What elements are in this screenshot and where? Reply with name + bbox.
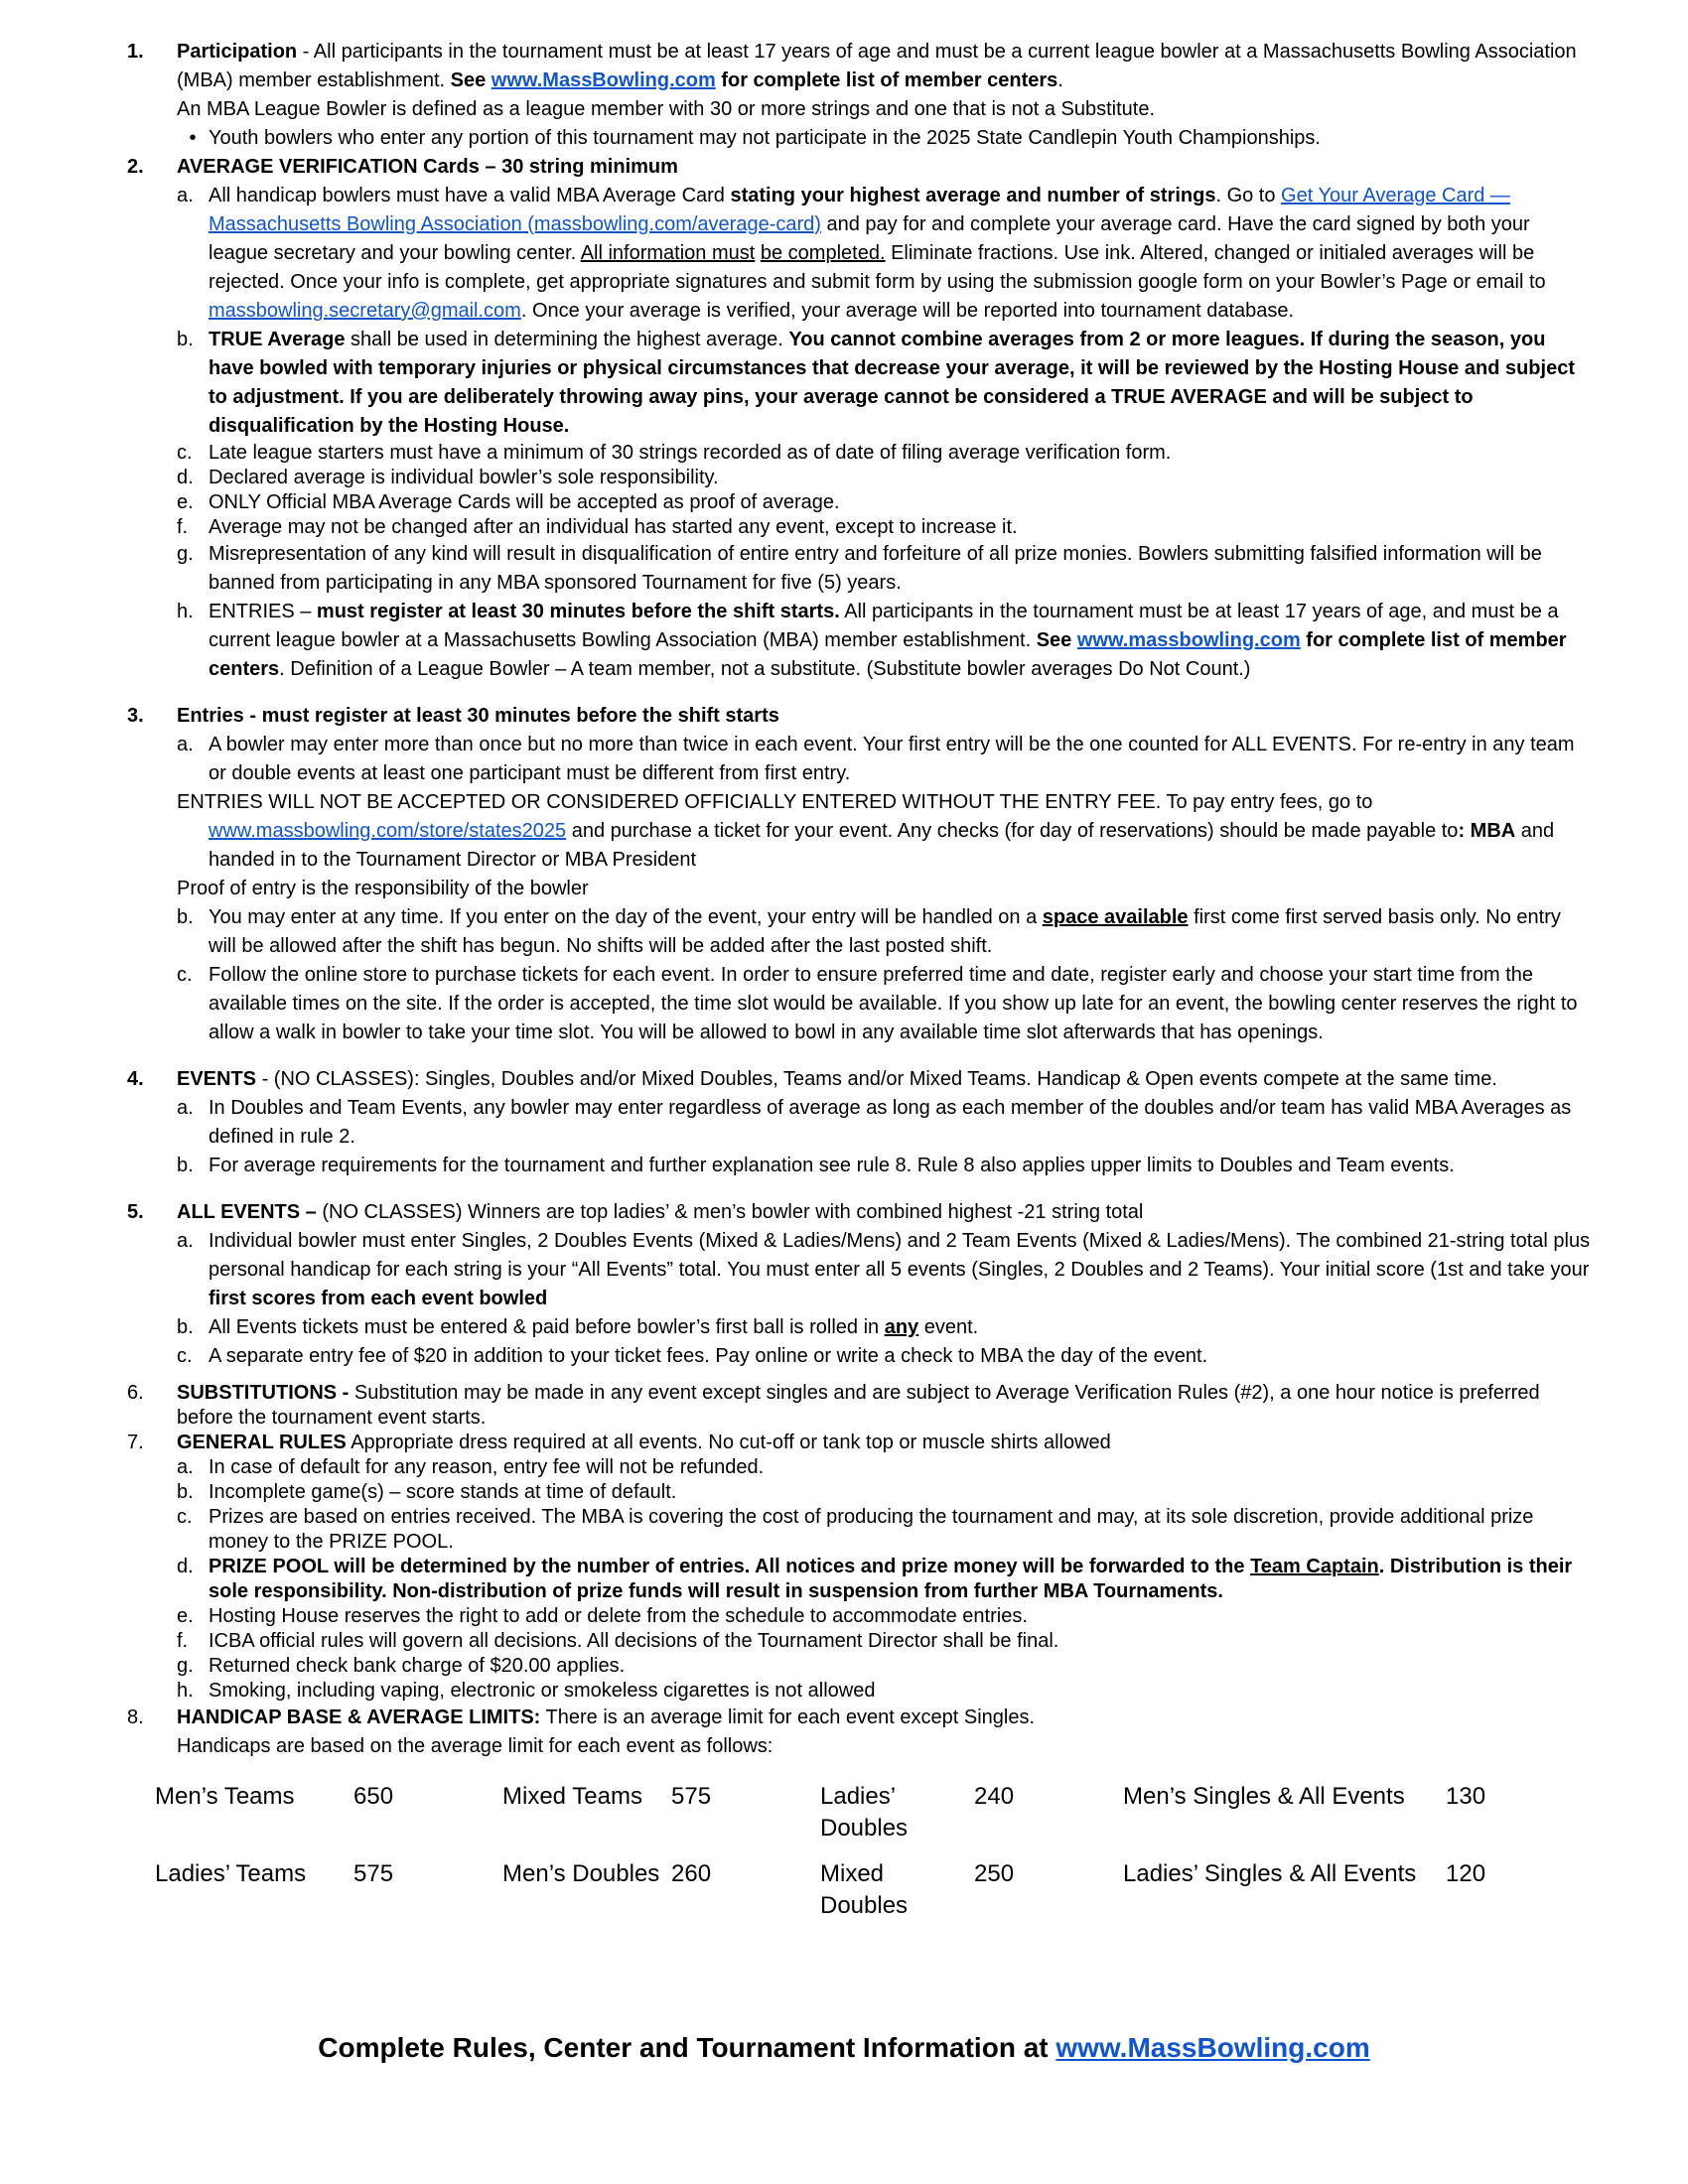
rule-7c: c. Prizes are based on entries received. The MBA is covering the cost of producing the tournament and may, at its sole discretion, provide additional prize money to the PRIZE POOL. bbox=[177, 1506, 1534, 1553]
rule-7f: f. ICBA official rules will govern all decisions. All decisions of the Tournament Director shall be final. bbox=[177, 1630, 1059, 1652]
limit-label: Ladies’ Teams bbox=[155, 1860, 307, 1887]
rule-number: 7. bbox=[127, 1432, 144, 1453]
rule-8: 8. HANDICAP BASE & AVERAGE LIMITS: There is an average limit for each event except Singles. Handicaps are based on the average limit for each event as follows: bbox=[127, 1704, 1593, 1761]
limit-value: 650 bbox=[353, 1783, 394, 1810]
limit-label: Men’s Teams bbox=[155, 1783, 295, 1810]
rules-document bbox=[127, 38, 1593, 1922]
rule-2c: c. Late league starters must have a minimum of 30 strings recorded as of date of filing average verification form. bbox=[177, 442, 1172, 464]
rule-number: 1. bbox=[127, 41, 144, 63]
rule-2 bbox=[127, 153, 1593, 684]
league-bowler-definition: An MBA League Bowler is defined as a league member with 30 or more strings and one that is not a Substitute. bbox=[177, 98, 1156, 120]
rule-title: Participation bbox=[177, 41, 298, 63]
rule-title: Entries - must register at least 30 minutes before the shift starts bbox=[177, 705, 779, 727]
rule-2g: g. Misrepresentation of any kind will result in disqualification of entire entry and forfeiture of all prize monies. Bowlers submitting falsified information will be banned from participating in any MBA sponsored Tournament for five (5) years. bbox=[177, 543, 1542, 594]
rule-number: 6. bbox=[127, 1382, 144, 1404]
rule-number: 2. bbox=[127, 156, 144, 178]
rule-2a: a. All handicap bowlers must have a valid MBA Average Card stating your highest average and number of strings. Go to Get Your Average Card — Massachusetts Bowling Association (massbowling.com/average-card) and pay for and complete your average card. Have the card signed by both your league secretary and your bowling center. All information must be completed. Eliminate fractions. Use ink. Altered, changed or initialed averages will be rejected. Once your info is complete, get appropriate signatures and submit form by using the submission google form on your Bowler’s Page or email to massbowling.secretary@gmail.com. Once your average is verified, your average will be reported into tournament database. bbox=[177, 185, 1546, 322]
store-link[interactable]: www.massbowling.com/store/states2025 bbox=[209, 820, 567, 842]
rule-2h: h. ENTRIES – must register at least 30 minutes before the shift starts. All participants in the tournament must be at least 17 years of age, and must be a current league bowler at a Massachusetts Bowling Association (MBA) member establishment. See www.massbowling.com for complete list of member centers. Definition of a League Bowler – A team member, not a substitute. (Substitute bowler averages Do Not Count.) bbox=[177, 601, 1567, 680]
limit-value: 250 bbox=[974, 1860, 1015, 1887]
rule-3c: c. Follow the online store to purchase tickets for each event. In order to ensure preferred time and date, register early and choose your start time from the available times on the site. If the order is accepted, the time slot would be available. If you show up late for an event, the bowling center reserves the right to allow a walk in bowler to take your time slot. You will be allowed to bowl in any available time slot afterwards that has openings. bbox=[177, 964, 1578, 1043]
proof-of-entry: Proof of entry is the responsibility of the bowler bbox=[177, 878, 589, 899]
footer-text: Complete Rules, Center and Tournament Information at bbox=[318, 2032, 1056, 2063]
rule-3b: b. You may enter at any time. If you enter on the day of the event, your entry will be handled on a space available first come first served basis only. No entry will be allowed after the shift has begun. No shifts will be added after the last posted shift. bbox=[177, 906, 1561, 957]
massbowling-link[interactable]: www.massbowling.com bbox=[1076, 629, 1301, 651]
limit-value: 130 bbox=[1446, 1783, 1486, 1810]
rule-4a: a. In Doubles and Team Events, any bowler may enter regardless of average as long as each member of the doubles and/or team has valid MBA Averages as defined in rule 2. bbox=[177, 1097, 1572, 1148]
limit-label: Ladies’ Doubles bbox=[820, 1783, 909, 1842]
footer bbox=[0, 2033, 1688, 2062]
rule-title: ALL EVENTS – bbox=[177, 1201, 317, 1223]
rule-number: 5. bbox=[127, 1201, 144, 1223]
secretary-email-link[interactable]: massbowling.secretary@gmail.com bbox=[209, 300, 521, 322]
rule-title: GENERAL RULES bbox=[177, 1432, 347, 1453]
limit-value: 575 bbox=[671, 1783, 712, 1810]
rule-7: 7. GENERAL RULES Appropriate dress required at all events. No cut-off or tank top or muscle shirts allowed a. In case of default for any reason, entry fee will not be refunded. b. Incomplete game(s) – score stands at time of default. c. Prizes are based on entries received. The MBA is covering the cost of producing the tournament and may, at its sole discretion, provide additional prize money to the PRIZE POOL. d. PRIZE POOL will be determined by the number of entries. All notices and prize money will be forwarded to the Team Captain. Distribution is their sole responsibility. Non-distribution of prize funds will result in suspension from further MBA Tournaments. e. Hosting House reserves the right to add or delete from the schedule to accommodate entries. f. ICBA official rules will govern all decisions. All decisions of the Tournament Director shall be final. g. Returned check bank charge of $20.00 applies. h. Smoking, including vaping, electronic or smokeless cigarettes is not allowed bbox=[127, 1431, 1593, 1704]
limit-value: 575 bbox=[353, 1860, 394, 1887]
limit-label: Mixed Teams bbox=[502, 1783, 642, 1810]
rule-number: 8. bbox=[127, 1706, 144, 1728]
limit-label: Mixed Doubles bbox=[820, 1860, 909, 1919]
rule-5a: a. Individual bowler must enter Singles, 2 Doubles Events (Mixed & Ladies/Mens) and 2 Team Events (Mixed & Ladies/Mens). The combined 21-string total plus personal handicap for each string is your “All Events” total. You must enter all 5 events (Singles, 2 Doubles and 2 Teams). Your initial score (1st and take your first scores from each event bowled bbox=[177, 1230, 1591, 1309]
rule-number: 3. bbox=[127, 705, 144, 727]
rule-1: 1. Participation - All participants in the tournament must be at least 17 years of age and must be a current league bowler at a Massachusetts Bowling Association (MBA) member establishment. See www.MassBowling.com for complete list of member centers. An MBA League Bowler is defined as a league member with 30 or more strings and one that is not a Substitute. • Youth bowlers who enter any portion of this tournament may not participate in the 2025 State Candlepin Youth Championships. bbox=[127, 38, 1593, 153]
limit-value: 260 bbox=[671, 1860, 712, 1887]
rule-2d: d. Declared average is individual bowler’s sole responsibility. bbox=[177, 467, 719, 488]
rule-7h: h. Smoking, including vaping, electronic or smokeless cigarettes is not allowed bbox=[177, 1680, 876, 1702]
limit-value: 240 bbox=[974, 1783, 1015, 1810]
rule-6: 6. SUBSTITUTIONS - Substitution may be made in any event except singles and are subject to Average Verification Rules (#2), a one hour notice is preferred before the tournament event starts. bbox=[127, 1382, 1540, 1429]
rule-3 bbox=[127, 702, 1593, 1047]
rule-number: 4. bbox=[127, 1068, 144, 1090]
rule-5: 5. ALL EVENTS – (NO CLASSES) Winners are top ladies’ & men’s bowler with combined highest -21 string total a. Individual bowler must enter Singles, 2 Doubles Events (Mixed & Ladies/Mens) and 2 Team Events (Mixed & Ladies/Mens). The combined 21-string total plus personal handicap for each string is your “All Events” total. You must enter all 5 events (Singles, 2 Doubles and 2 Teams). Your initial score (1st and take your first scores from each event bowled b. All Events tickets must be entered & paid before bowler’s first ball is rolled in any event. c. A separate entry fee of $20 in addition to your ticket fees. Pay online or write a check to MBA the day of the event. bbox=[127, 1198, 1593, 1371]
rule-5c: c. A separate entry fee of $20 in addition to your ticket fees. Pay online or write a check to MBA the day of the event. bbox=[177, 1345, 1208, 1367]
rule-7b: b. Incomplete game(s) – score stands at time of default. bbox=[177, 1481, 677, 1503]
limit-label: Men’s Singles & All Events bbox=[1123, 1783, 1405, 1810]
rule-2f: f. Average may not be changed after an individual has started any event, except to increase it. bbox=[177, 516, 1018, 538]
youth-bullet: • Youth bowlers who enter any portion of this tournament may not participate in the 2025 State Candlepin Youth Championships. bbox=[177, 124, 1593, 153]
rule-7e: e. Hosting House reserves the right to add or delete from the schedule to accommodate entries. bbox=[177, 1605, 1028, 1627]
rule-title: EVENTS bbox=[177, 1068, 257, 1090]
footer-link[interactable]: www.MassBowling.com bbox=[1055, 2032, 1370, 2063]
limit-label: Ladies’ Singles & All Events bbox=[1123, 1860, 1417, 1887]
rule-2b: b. TRUE Average shall be used in determining the highest average. You cannot combine averages from 2 or more leagues. If during the season, you have bowled with temporary injuries or physical circumstances that decrease your average, it will be reviewed by the Hosting House and subject to adjustment. If you are deliberately throwing away pins, your average cannot be considered a TRUE AVERAGE and will be subject to disqualification by the Hosting House. bbox=[177, 329, 1575, 437]
limit-value: 120 bbox=[1446, 1860, 1486, 1887]
rule-7a: a. In case of default for any reason, entry fee will not be refunded. bbox=[177, 1456, 765, 1478]
bullet-icon: • bbox=[189, 127, 197, 149]
massbowling-link[interactable]: www.MassBowling.com bbox=[491, 69, 716, 91]
rule-2e: e. ONLY Official MBA Average Cards will be accepted as proof of average. bbox=[177, 491, 840, 513]
rule-4b: b. For average requirements for the tournament and further explanation see rule 8. Rule 8 also applies upper limits to Doubles and Team events. bbox=[177, 1155, 1455, 1176]
rule-5b: b. All Events tickets must be entered & paid before bowler’s first ball is rolled in any event. bbox=[177, 1316, 979, 1338]
average-card-link[interactable]: Get Your Average Card — Massachusetts Bowling Association (massbowling.com/average-card) bbox=[209, 185, 1510, 235]
limit-label: Men’s Doubles bbox=[502, 1860, 660, 1887]
rule-7d: d. PRIZE POOL will be determined by the number of entries. All notices and prize money will be forwarded to the Team Captain. Distribution is their sole responsibility. Non-distribution of prize funds will result in suspension from further MBA Tournaments. bbox=[177, 1556, 1573, 1602]
rule-3a: a. A bowler may enter more than once but no more than twice in each event. Your first entry will be the one counted for ALL EVENTS. For re-entry in any team or double events at least one participant must be different from first entry. bbox=[177, 734, 1575, 784]
rule-7g: g. Returned check bank charge of $20.00 applies. bbox=[177, 1655, 626, 1677]
rule-4: 4. EVENTS - (NO CLASSES): Singles, Doubles and/or Mixed Doubles, Teams and/or Mixed Teams. Handicap & Open events compete at the same time. a. In Doubles and Team Events, any bowler may enter regardless of average as long as each member of the doubles and/or team has valid MBA Averages as defined in rule 2. b. For average requirements for the tournament and further explanation see rule 8. Rule 8 also applies upper limits to Doubles and Team events. bbox=[127, 1065, 1593, 1180]
rule-title: SUBSTITUTIONS - bbox=[177, 1382, 350, 1404]
rule-title: AVERAGE VERIFICATION Cards – 30 string minimum bbox=[177, 156, 678, 178]
average-limits-table bbox=[155, 1781, 1593, 1922]
rule-title: HANDICAP BASE & AVERAGE LIMITS: bbox=[177, 1706, 541, 1728]
entry-fee-notice: ENTRIES WILL NOT BE ACCEPTED OR CONSIDERED OFFICIALLY ENTERED WITHOUT THE ENTRY FEE. To pay entry fees, go to www.massbowling.com/store/states2025 and purchase a ticket for your event. Any checks (for day of reservations) should be made payable to: MBA and handed in to the Tournament Director or MBA President bbox=[177, 791, 1555, 871]
